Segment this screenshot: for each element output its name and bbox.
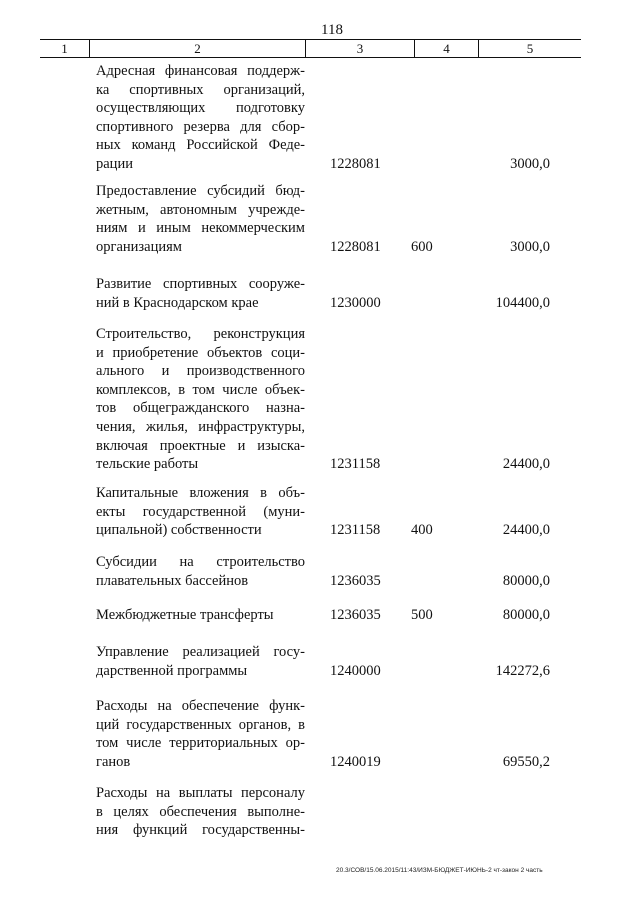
description-line: том числе территориальных ор-: [96, 735, 305, 752]
row-description: [96, 62, 305, 174]
row-code: 1240000: [330, 662, 381, 679]
row-amount: 80000,0: [502, 607, 550, 623]
description-line: ния функций государственны-: [96, 822, 305, 839]
description-line: тов общегражданского назна-: [96, 400, 305, 417]
description-line: рации: [96, 155, 133, 172]
description-line: ганов: [96, 753, 131, 770]
row-description: [96, 484, 305, 540]
description-line: комплексов, в том числе объек-: [96, 381, 305, 398]
description-line: Расходы на выплаты персоналу: [96, 785, 305, 801]
description-line: дарственной программы: [96, 662, 248, 679]
description-line: чения, жилья, инфраструктуры,: [96, 418, 305, 435]
description-line: ниям и иным некоммерческим: [96, 220, 305, 237]
description-line: включая проектные и изыска-: [96, 437, 305, 454]
row-code: 1231158: [330, 522, 381, 539]
description-line: тельские работы: [96, 456, 199, 473]
row-description: [96, 325, 305, 474]
row-description: [96, 182, 305, 256]
header-col-1: 1: [61, 41, 68, 56]
row-code: 1236035: [330, 607, 381, 623]
row-code: 1228081: [330, 238, 381, 255]
description-line: и приобретение объектов соци-: [96, 344, 305, 361]
description-line: ка спортивных организаций,: [96, 81, 305, 98]
header-col-3: 3: [305, 40, 414, 57]
description-line: спортивного резерва для сбор-: [96, 118, 305, 135]
description-line: ципальной) собственности: [96, 522, 262, 539]
row-description: [96, 697, 305, 771]
document-footer-id: 20.3/СОВ/15.06.2015/11:43/ИЗМ-БЮДЖЕТ-ИЮНЬ-2 чт-закон 2 часть: [336, 867, 543, 874]
row-amount: 3000,0: [510, 156, 550, 172]
row-expense-type: 600: [411, 238, 433, 255]
row-description: [96, 553, 305, 590]
row-expense-type: 400: [411, 522, 433, 539]
description-line: Адресная финансовая поддерж-: [96, 63, 305, 79]
description-line: ных команд Российской Феде-: [96, 137, 305, 154]
header-col-2: 2: [89, 40, 305, 57]
description-line: ний в Краснодарском крае: [96, 294, 259, 311]
column-header-row: [40, 39, 581, 58]
description-line: ций государственных органов, в: [96, 716, 305, 733]
description-line: ального и производственного: [96, 363, 305, 380]
row-code: 1240019: [330, 753, 381, 770]
row-description: [96, 784, 305, 840]
description-line: организациям: [96, 238, 182, 255]
description-line: Управление реализацией госу-: [96, 644, 305, 660]
row-code: 1236035: [330, 572, 381, 589]
row-description: [96, 606, 305, 625]
row-code: 1230000: [330, 294, 381, 311]
header-col-5: 5: [478, 40, 581, 57]
description-line: осуществляющих подготовку: [96, 100, 305, 117]
row-description: [96, 643, 305, 680]
description-line: Субсидии на строительство: [96, 554, 305, 570]
description-line: Расходы на обеспечение функ-: [96, 698, 305, 714]
row-amount: 69550,2: [502, 753, 550, 770]
description-line: жетным, автономным учрежде-: [96, 201, 305, 218]
page-number: 118: [321, 22, 343, 38]
row-amount: 142272,6: [495, 662, 550, 679]
description-line: Межбюджетные трансферты: [96, 607, 274, 623]
row-amount: 3000,0: [510, 238, 550, 255]
row-description: [96, 275, 305, 312]
description-line: Строительство, реконструкция: [96, 326, 305, 342]
row-amount: 104400,0: [495, 294, 550, 311]
description-line: Предоставление субсидий бюд-: [96, 183, 305, 199]
row-amount: 24400,0: [502, 456, 550, 473]
description-line: в целях обеспечения выполне-: [96, 803, 305, 820]
header-col-4: 4: [414, 40, 478, 57]
row-expense-type: 500: [411, 607, 433, 623]
row-code: 1231158: [330, 456, 381, 473]
row-code: 1228081: [330, 156, 381, 172]
description-line: Развитие спортивных сооруже-: [96, 276, 305, 292]
row-amount: 24400,0: [502, 522, 550, 539]
description-line: плавательных бассейнов: [96, 572, 249, 589]
description-line: екты государственной (муни-: [96, 503, 305, 520]
description-line: Капитальные вложения в объ-: [96, 485, 305, 501]
row-amount: 80000,0: [502, 572, 550, 589]
